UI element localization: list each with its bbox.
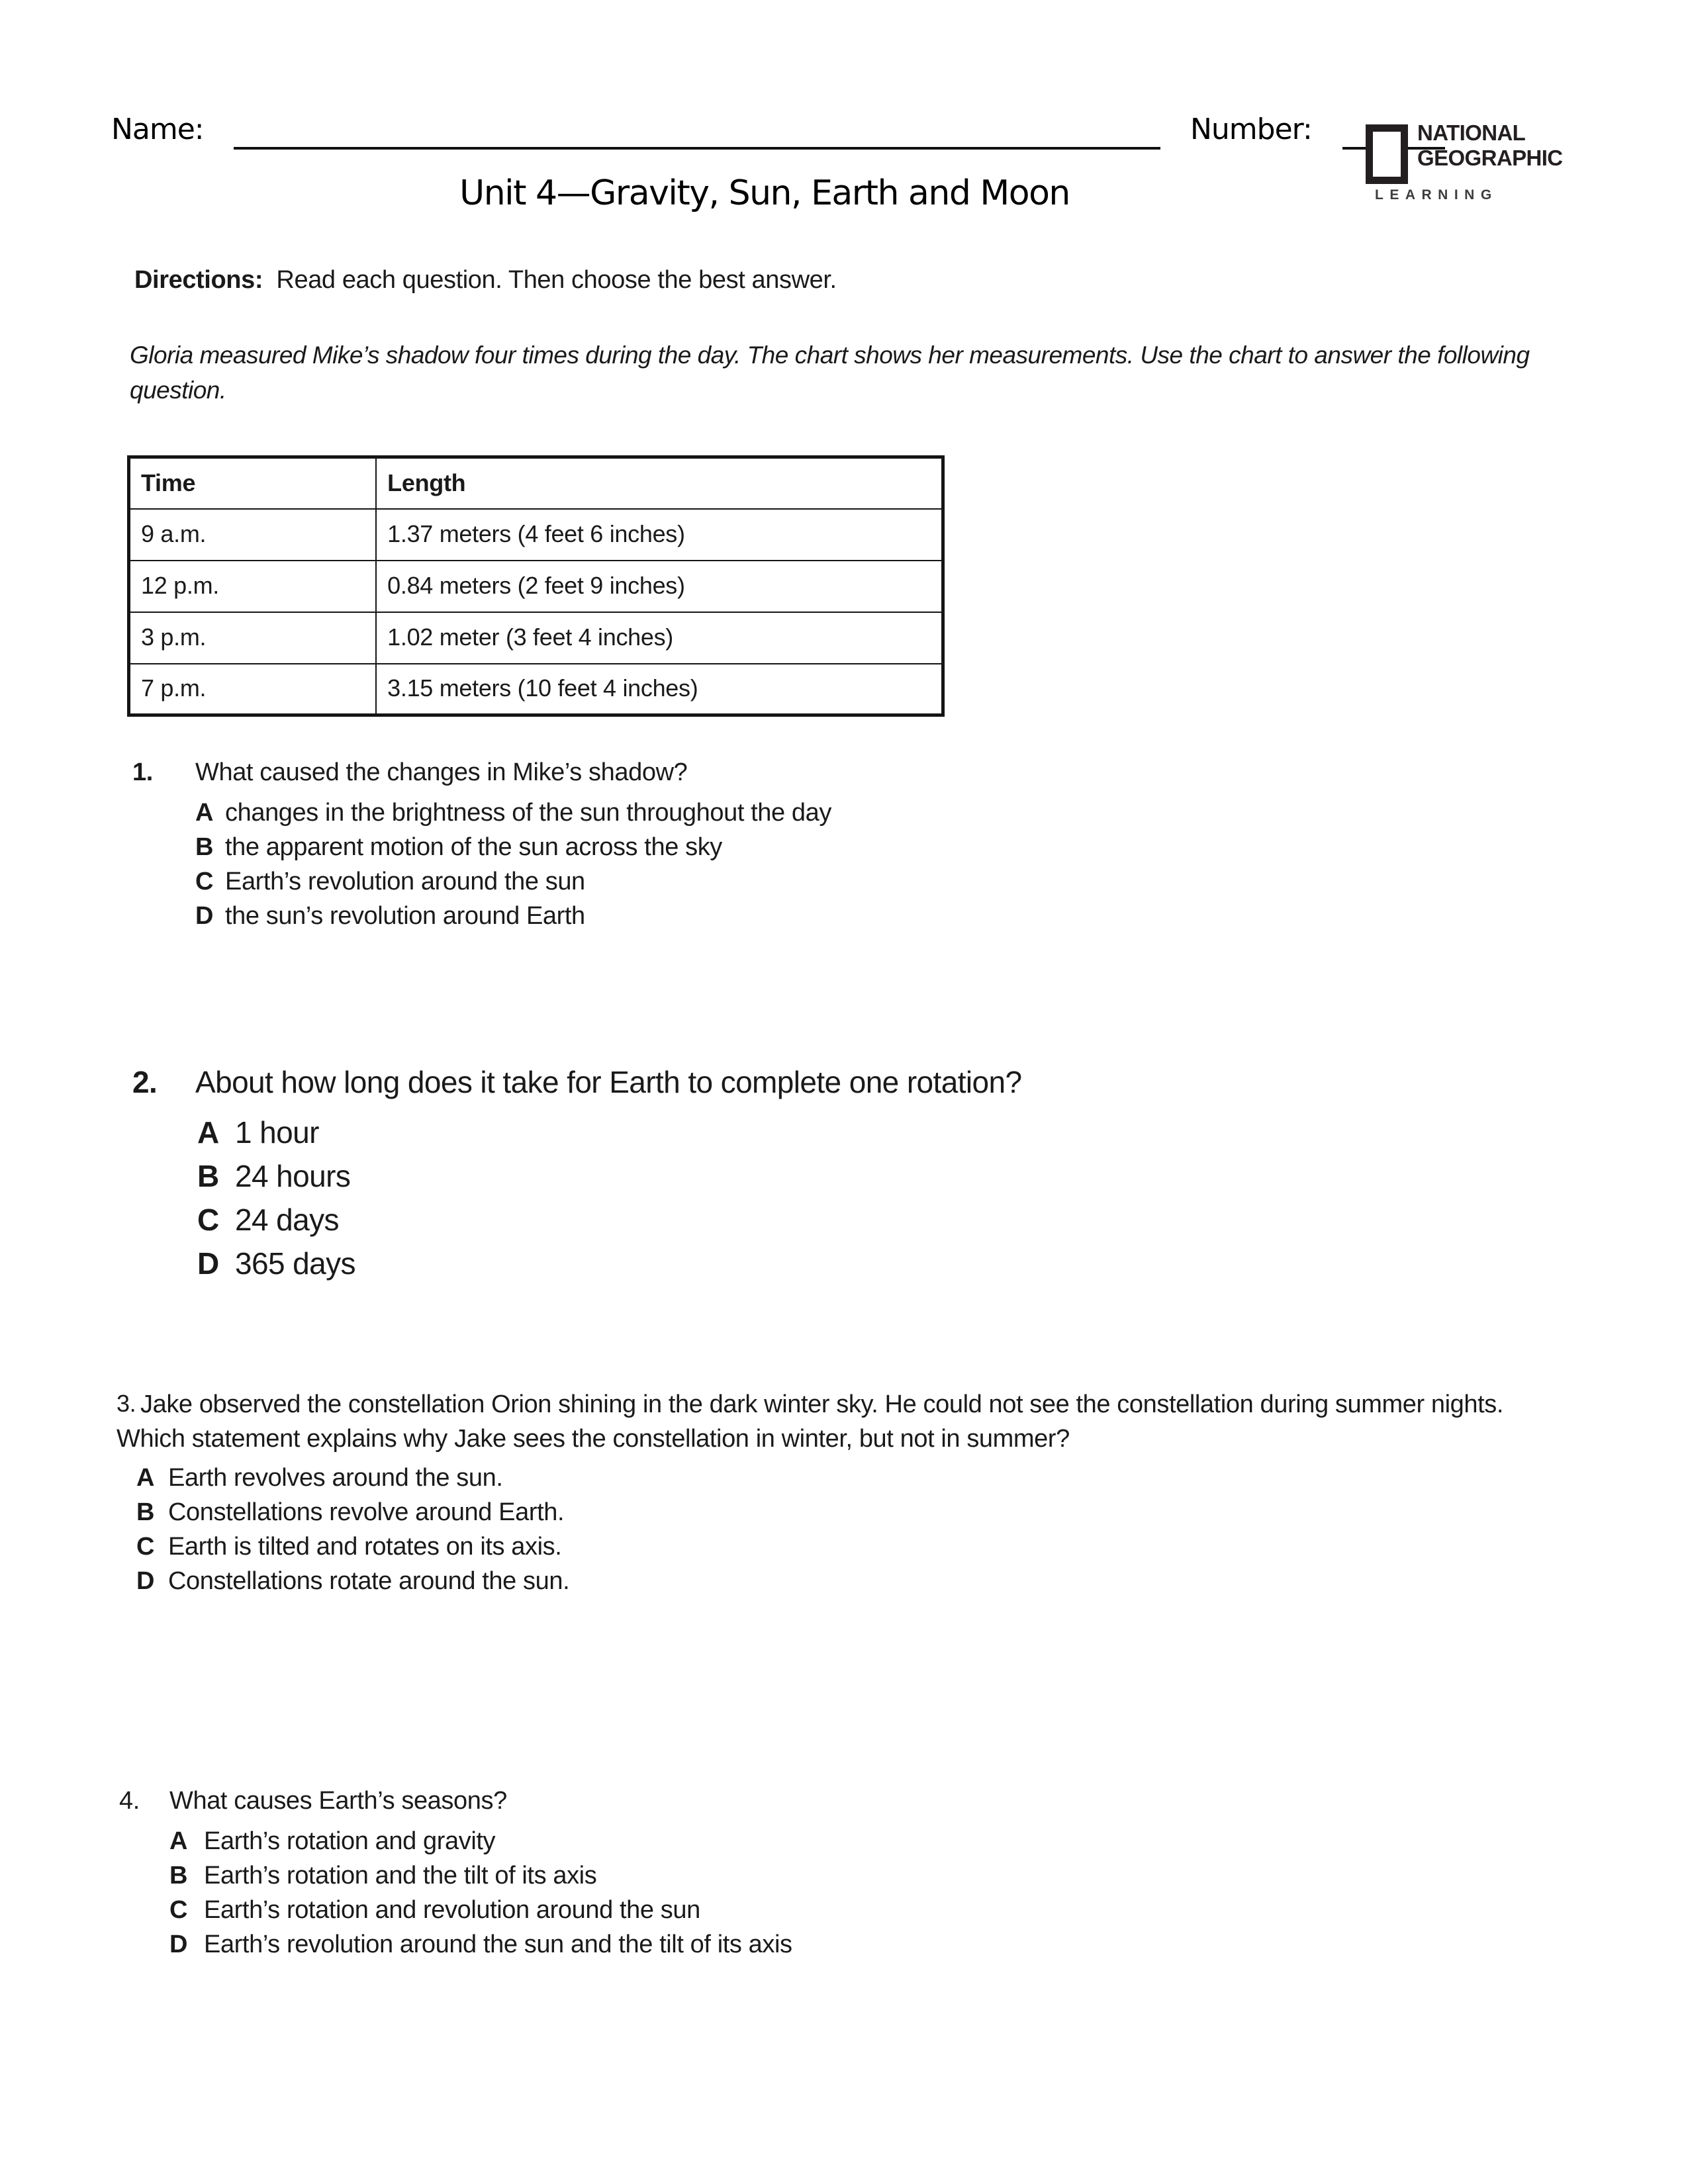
question-2-stem <box>132 1064 1523 1100</box>
choice-text: Earth’s revolution around the sun and the tilt of its axis <box>204 1931 792 1958</box>
question-4-number: 4. <box>119 1787 140 1815</box>
choice-letter: C <box>195 868 214 895</box>
question-2 <box>132 1064 1523 1289</box>
question-3-stem <box>117 1387 1560 1456</box>
question-1-choice-a[interactable] <box>132 799 1523 833</box>
choice-text: the sun’s revolution around Earth <box>225 902 585 930</box>
question-1-stem <box>132 758 1523 787</box>
choice-letter: C <box>197 1203 219 1237</box>
table-row <box>129 664 943 715</box>
choice-text: Earth’s rotation and the tilt of its axis <box>204 1862 597 1889</box>
choice-text: 24 hours <box>235 1159 351 1193</box>
choice-text: the apparent motion of the sun across the sky <box>225 833 722 861</box>
column-header-length: Length <box>376 457 943 509</box>
directions-text: Read each question. Then choose the best answer. <box>276 266 837 294</box>
choice-text: Earth’s rotation and gravity <box>204 1827 496 1855</box>
choice-text: 24 days <box>235 1203 339 1237</box>
number-label: Number: <box>1190 113 1312 146</box>
directions <box>134 266 837 295</box>
choice-letter: B <box>195 833 214 861</box>
question-1-choice-c[interactable] <box>132 868 1523 902</box>
question-1-number: 1. <box>132 758 153 786</box>
cell-length: 3.15 meters (10 feet 4 inches) <box>376 664 943 715</box>
name-label: Name: <box>111 113 204 146</box>
question-4-stem <box>119 1787 1509 1815</box>
cell-time: 12 p.m. <box>129 561 377 612</box>
student-info-row <box>111 113 1568 165</box>
choice-letter: C <box>169 1896 188 1924</box>
question-3-text: Jake observed the constellation Orion shining in the dark winter sky. He could not see the constellation during summer nights. Which statement explains why Jake sees the constellation in winter, but not in summer? <box>117 1390 1504 1453</box>
cell-time: 7 p.m. <box>129 664 377 715</box>
choice-text: Constellations revolve around Earth. <box>168 1498 565 1526</box>
column-header-time: Time <box>129 457 377 509</box>
cell-time: 3 p.m. <box>129 612 377 664</box>
logo-wordmark <box>1417 120 1563 171</box>
choice-letter: D <box>169 1931 188 1958</box>
choice-letter: B <box>136 1498 155 1526</box>
page-title: Unit 4—Gravity, Sun, Earth and Moon <box>459 173 1070 213</box>
question-3-choices <box>117 1464 1560 1602</box>
choice-text: Constellations rotate around the sun. <box>168 1567 570 1595</box>
question-2-choice-c[interactable] <box>132 1202 1523 1246</box>
question-2-choices <box>132 1115 1523 1289</box>
question-3-choice-c[interactable] <box>117 1533 1560 1567</box>
choice-letter: A <box>169 1827 188 1855</box>
cell-length: 0.84 meters (2 feet 9 inches) <box>376 561 943 612</box>
choice-text: changes in the brightness of the sun throughout the day <box>225 799 831 827</box>
question-3-choice-b[interactable] <box>117 1498 1560 1533</box>
table-row <box>129 561 943 612</box>
question-1-choice-d[interactable] <box>132 902 1523 936</box>
choice-text: 1 hour <box>235 1115 319 1150</box>
question-2-text: About how long does it take for Earth to complete one rotation? <box>195 1065 1022 1099</box>
question-4-choice-a[interactable] <box>119 1827 1509 1862</box>
question-4-text: What causes Earth’s seasons? <box>169 1787 507 1815</box>
question-3-choice-d[interactable] <box>117 1567 1560 1602</box>
reading-prompt: Gloria measured Mike’s shadow four times during the day. The chart shows her measurements. Use the chart to answer the following question. <box>130 341 1530 404</box>
question-3-number: 3. <box>117 1390 136 1417</box>
cell-length: 1.02 meter (3 feet 4 inches) <box>376 612 943 664</box>
choice-letter: D <box>195 902 214 930</box>
question-1-text: What caused the changes in Mike’s shadow? <box>195 758 688 786</box>
shadow-measurements-table <box>127 455 945 717</box>
choice-text: 365 days <box>235 1246 355 1281</box>
question-4-choice-c[interactable] <box>119 1896 1509 1931</box>
question-4-choice-b[interactable] <box>119 1862 1509 1896</box>
choice-letter: C <box>136 1533 155 1561</box>
table-row <box>129 612 943 664</box>
choice-text: Earth’s rotation and revolution around the sun <box>204 1896 700 1924</box>
choice-text: Earth revolves around the sun. <box>168 1464 503 1492</box>
question-1 <box>132 758 1523 936</box>
question-2-number: 2. <box>132 1065 158 1099</box>
table-row <box>129 509 943 561</box>
question-4 <box>119 1787 1509 1965</box>
choice-letter: A <box>136 1464 155 1492</box>
cell-time: 9 a.m. <box>129 509 377 561</box>
choice-letter: B <box>169 1862 188 1889</box>
table-header-row <box>129 457 943 509</box>
question-4-choice-d[interactable] <box>119 1931 1509 1965</box>
choice-letter: B <box>197 1159 219 1193</box>
question-2-choice-b[interactable] <box>132 1158 1523 1202</box>
question-1-choice-b[interactable] <box>132 833 1523 868</box>
choice-text: Earth’s revolution around the sun <box>225 868 585 895</box>
choice-letter: A <box>195 799 214 827</box>
question-3 <box>117 1387 1560 1602</box>
cell-length: 1.37 meters (4 feet 6 inches) <box>376 509 943 561</box>
choice-text: Earth is tilted and rotates on its axis. <box>168 1533 562 1561</box>
question-1-choices <box>132 799 1523 936</box>
question-2-choice-d[interactable] <box>132 1246 1523 1289</box>
logo-tagline: LEARNING <box>1375 187 1498 203</box>
directions-label: Directions: <box>134 266 263 294</box>
name-input-blank[interactable] <box>234 147 1160 150</box>
choice-letter: A <box>197 1115 219 1150</box>
logo-wordmark-line1: NATIONAL <box>1417 120 1526 145</box>
logo-wordmark-line2: GEOGRAPHIC <box>1417 146 1563 170</box>
question-3-choice-a[interactable] <box>117 1464 1560 1498</box>
question-4-choices <box>119 1827 1509 1965</box>
choice-letter: D <box>136 1567 155 1595</box>
choice-letter: D <box>197 1246 219 1281</box>
question-2-choice-a[interactable] <box>132 1115 1523 1158</box>
